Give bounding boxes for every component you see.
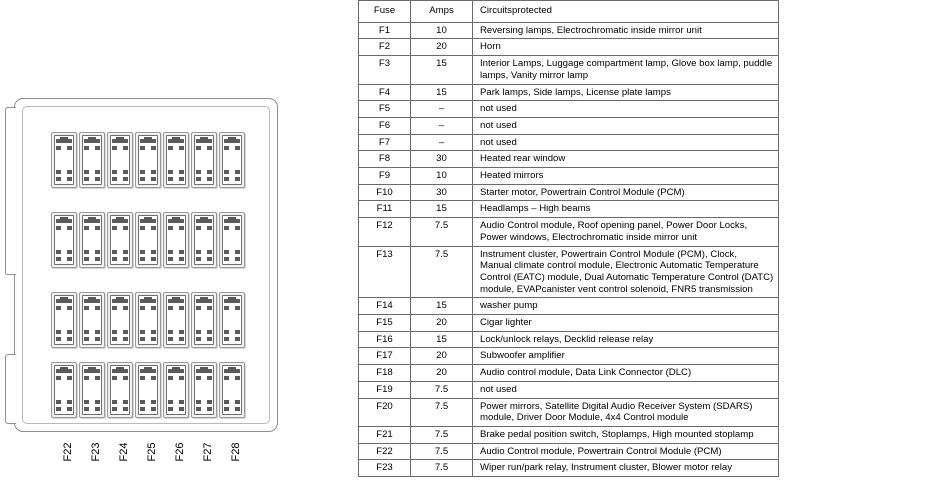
fuse-slot-label-wrap bbox=[113, 368, 135, 462]
cell-circuits bbox=[473, 398, 779, 426]
table-row bbox=[359, 184, 779, 201]
fuse-slot-f13[interactable] bbox=[191, 212, 217, 268]
fuse-slot-label-wrap bbox=[113, 218, 135, 270]
table-row bbox=[359, 315, 779, 332]
cell-circuits-line: Manual climate control module, Electronic Automatic Temperature bbox=[480, 260, 759, 272]
table-row bbox=[359, 443, 779, 460]
cell-fuse: F15 bbox=[359, 315, 411, 332]
fuse-slot-body bbox=[166, 365, 186, 462]
cell-circuits bbox=[473, 84, 779, 101]
fuse-slot-f5[interactable] bbox=[163, 132, 189, 188]
cell-fuse: F20 bbox=[359, 398, 411, 426]
cell-amps: 15 bbox=[411, 331, 473, 348]
cell-fuse: F17 bbox=[359, 348, 411, 365]
table-row bbox=[359, 460, 779, 477]
fuse-slot-body bbox=[82, 135, 102, 185]
fuse-row-4 bbox=[51, 362, 245, 462]
cell-fuse: F13 bbox=[359, 246, 411, 298]
fuse-slot-body bbox=[166, 215, 186, 265]
cell-amps: 20 bbox=[411, 365, 473, 382]
cell-amps: – bbox=[411, 134, 473, 151]
fuse-slot-label-wrap bbox=[57, 138, 79, 190]
table-row bbox=[359, 39, 779, 56]
fuse-slot-f27[interactable] bbox=[191, 362, 217, 462]
fuse-slot-body bbox=[138, 295, 158, 345]
fuse-slot-f22[interactable] bbox=[51, 362, 77, 462]
fuse-slot-label-wrap bbox=[141, 218, 163, 270]
fuse-slot-label: F26 bbox=[174, 442, 186, 462]
fuse-slot-label-wrap bbox=[113, 138, 135, 190]
fuse-slot-label-wrap bbox=[197, 368, 219, 462]
fuse-slot-label-wrap bbox=[85, 138, 107, 190]
cell-circuits-line: lamps, Vanity mirror lamp bbox=[480, 69, 589, 81]
fuse-slot-label-wrap bbox=[57, 218, 79, 270]
cell-amps: 30 bbox=[411, 151, 473, 168]
table-row bbox=[359, 381, 779, 398]
cell-circuits-line: Audio Control module, Powertrain Control Module (PCM) bbox=[480, 445, 722, 457]
fuse-slot-f19[interactable] bbox=[163, 292, 189, 348]
cell-circuits bbox=[473, 298, 779, 315]
table-body bbox=[359, 22, 779, 476]
fuse-slot-body bbox=[194, 135, 214, 185]
cell-amps: 7.5 bbox=[411, 460, 473, 477]
cell-fuse: F6 bbox=[359, 117, 411, 134]
fuse-slot-label-wrap bbox=[141, 138, 163, 190]
cell-circuits-line: Brake pedal position switch, Stoplamps, High mounted stoplamp bbox=[480, 428, 754, 440]
fuse-slot-f9[interactable] bbox=[79, 212, 105, 268]
cell-circuits bbox=[473, 168, 779, 185]
fuse-slot-f11[interactable] bbox=[135, 212, 161, 268]
cell-amps: 15 bbox=[411, 298, 473, 315]
cell-circuits-line: Heated rear window bbox=[480, 153, 566, 165]
cell-circuits bbox=[473, 381, 779, 398]
cell-circuits bbox=[473, 56, 779, 84]
fuse-slot-label: F25 bbox=[146, 442, 158, 462]
fuse-panel-left-tab-upper bbox=[5, 107, 16, 275]
cell-circuits-line: Audio control module, Data Link Connector (DLC) bbox=[480, 367, 692, 379]
fuse-slot-label-wrap bbox=[225, 298, 247, 350]
cell-circuits bbox=[473, 151, 779, 168]
cell-circuits-line: Cigar lighter bbox=[480, 317, 532, 329]
cell-circuits-line: Instrument cluster, Powertrain Control Module (PCM), Clock, bbox=[480, 248, 737, 260]
fuse-slot-f24[interactable] bbox=[107, 362, 133, 462]
cell-circuits-line: Starter motor, Powertrain Control Module (PCM) bbox=[480, 186, 685, 198]
cell-circuits-line: Reversing lamps, Electrochromatic inside mirror unit bbox=[480, 24, 702, 36]
table-row bbox=[359, 218, 779, 246]
cell-fuse: F8 bbox=[359, 151, 411, 168]
fuse-slot-f8[interactable] bbox=[51, 212, 77, 268]
cell-circuits bbox=[473, 39, 779, 56]
fuse-slot-f25[interactable] bbox=[135, 362, 161, 462]
table-row bbox=[359, 151, 779, 168]
column-header-fuse: Fuse bbox=[359, 1, 411, 23]
cell-fuse: F10 bbox=[359, 184, 411, 201]
fuse-slot-f17[interactable] bbox=[107, 292, 133, 348]
fuse-panel-outer-frame bbox=[14, 98, 278, 462]
fuse-slot-body bbox=[138, 365, 158, 462]
cell-fuse: F5 bbox=[359, 101, 411, 118]
cell-fuse: F12 bbox=[359, 218, 411, 246]
cell-amps: 7.5 bbox=[411, 246, 473, 298]
fuse-slot-f4[interactable] bbox=[135, 132, 161, 188]
cell-amps: 20 bbox=[411, 39, 473, 56]
table-row bbox=[359, 246, 779, 298]
cell-circuits-line: module, EVAPcanister vent control solenoid, FNR5 transmission bbox=[480, 283, 753, 295]
column-header-circuits: Circuitsprotected bbox=[473, 1, 779, 23]
cell-amps: 20 bbox=[411, 348, 473, 365]
cell-fuse: F22 bbox=[359, 443, 411, 460]
fuse-slot-label-wrap bbox=[197, 298, 219, 350]
fuse-slot-body bbox=[54, 295, 74, 345]
fuse-slot-body bbox=[54, 135, 74, 185]
cell-circuits bbox=[473, 201, 779, 218]
fuse-slot-body bbox=[222, 295, 242, 345]
fuse-slot-label-wrap bbox=[169, 298, 191, 350]
table-row bbox=[359, 84, 779, 101]
fuse-panel-inner-frame bbox=[22, 106, 270, 462]
table-row bbox=[359, 398, 779, 426]
fuse-slot-body bbox=[82, 365, 102, 462]
fuse-slot-label-wrap bbox=[141, 368, 163, 462]
cell-circuits-line: Power windows, Electrochromatic inside mirror unit bbox=[480, 231, 697, 243]
fuse-slot-label-wrap bbox=[225, 218, 247, 270]
cell-circuits-line: Power mirrors, Satellite Digital Audio Receiver System (SDARS) bbox=[480, 400, 753, 412]
cell-circuits-line: Heated mirrors bbox=[480, 170, 544, 182]
fuse-slot-f23[interactable] bbox=[79, 362, 105, 462]
fuse-row-1 bbox=[51, 132, 245, 188]
fuse-slot-body bbox=[166, 295, 186, 345]
fuse-slot-body bbox=[222, 215, 242, 265]
cell-amps: 30 bbox=[411, 184, 473, 201]
cell-circuits bbox=[473, 365, 779, 382]
cell-circuits-line: Audio Control module, Roof opening panel, Power Door Locks, bbox=[480, 220, 748, 232]
cell-circuits bbox=[473, 443, 779, 460]
cell-fuse: F2 bbox=[359, 39, 411, 56]
fuse-slot-label-wrap bbox=[225, 138, 247, 190]
cell-circuits-line: Wiper run/park relay, Instrument cluster, Blower motor relay bbox=[480, 462, 733, 474]
cell-amps: – bbox=[411, 117, 473, 134]
fuse-slot-body bbox=[138, 215, 158, 265]
cell-amps: 15 bbox=[411, 201, 473, 218]
cell-amps: 7.5 bbox=[411, 218, 473, 246]
fuse-slot-body bbox=[138, 135, 158, 185]
fuse-slot-label-wrap bbox=[169, 138, 191, 190]
cell-fuse: F3 bbox=[359, 56, 411, 84]
fuse-slot-body bbox=[110, 215, 130, 265]
fuse-slot-body bbox=[82, 215, 102, 265]
cell-circuits bbox=[473, 134, 779, 151]
cell-circuits-line: not used bbox=[480, 119, 517, 131]
cell-amps: 7.5 bbox=[411, 426, 473, 443]
cell-circuits bbox=[473, 246, 779, 298]
cell-fuse: F16 bbox=[359, 331, 411, 348]
fuse-slot-f12[interactable] bbox=[163, 212, 189, 268]
cell-amps: 7.5 bbox=[411, 398, 473, 426]
cell-circuits bbox=[473, 315, 779, 332]
fuse-slot-label: F24 bbox=[118, 442, 130, 462]
cell-fuse: F14 bbox=[359, 298, 411, 315]
cell-fuse: F11 bbox=[359, 201, 411, 218]
cell-circuits-line: Park lamps, Side lamps, License plate lamps bbox=[480, 86, 671, 98]
cell-amps: 7.5 bbox=[411, 443, 473, 460]
table-row bbox=[359, 426, 779, 443]
cell-circuits-line: Lock/unlock relays, Decklid release relay bbox=[480, 333, 654, 345]
cell-amps: 15 bbox=[411, 84, 473, 101]
fuse-slot-body bbox=[110, 135, 130, 185]
cell-fuse: F1 bbox=[359, 22, 411, 39]
fuse-slot-f28[interactable] bbox=[219, 362, 245, 462]
cell-circuits-line: washer pump bbox=[480, 300, 538, 312]
fuse-slot-label-wrap bbox=[113, 298, 135, 350]
fuse-panel-diagram bbox=[14, 98, 278, 462]
fuse-slot-f7[interactable] bbox=[219, 132, 245, 188]
cell-circuits-line: Headlamps – High beams bbox=[480, 203, 591, 215]
fuse-slot-body bbox=[222, 135, 242, 185]
fuse-slot-body bbox=[82, 295, 102, 345]
fuse-slot-f1[interactable] bbox=[51, 132, 77, 188]
fuse-slot-label-wrap bbox=[57, 368, 79, 462]
cell-amps: 20 bbox=[411, 315, 473, 332]
table-row bbox=[359, 134, 779, 151]
fuse-slot-f3[interactable] bbox=[107, 132, 133, 188]
cell-circuits bbox=[473, 331, 779, 348]
fuse-slot-label-wrap bbox=[85, 298, 107, 350]
cell-circuits bbox=[473, 117, 779, 134]
fuse-assignment-table bbox=[358, 0, 779, 477]
table-header-row bbox=[359, 1, 779, 23]
cell-fuse: F7 bbox=[359, 134, 411, 151]
fuse-slot-body bbox=[54, 365, 74, 462]
fuse-slot-f26[interactable] bbox=[163, 362, 189, 462]
fuse-slot-f6[interactable] bbox=[191, 132, 217, 188]
fuse-row-2 bbox=[51, 212, 245, 268]
cell-circuits bbox=[473, 460, 779, 477]
fuse-slot-label-wrap bbox=[225, 368, 247, 462]
cell-fuse: F9 bbox=[359, 168, 411, 185]
fuse-slot-body bbox=[166, 135, 186, 185]
table-row bbox=[359, 117, 779, 134]
cell-circuits-line: not used bbox=[480, 136, 517, 148]
cell-circuits-line: Horn bbox=[480, 41, 501, 53]
cell-fuse: F4 bbox=[359, 84, 411, 101]
fuse-row-3 bbox=[51, 292, 245, 348]
fuse-slot-f18[interactable] bbox=[135, 292, 161, 348]
column-header-amps: Amps bbox=[411, 1, 473, 23]
fuse-slot-label: F22 bbox=[62, 442, 74, 462]
cell-circuits-line: not used bbox=[480, 103, 517, 115]
fuse-slot-body bbox=[222, 365, 242, 462]
cell-amps: 15 bbox=[411, 56, 473, 84]
table-row bbox=[359, 22, 779, 39]
cell-circuits-line: not used bbox=[480, 383, 517, 395]
fuse-slot-body bbox=[54, 215, 74, 265]
cell-amps: – bbox=[411, 101, 473, 118]
cell-circuits-line: Subwoofer amplifier bbox=[480, 350, 565, 362]
fuse-slot-label: F28 bbox=[230, 442, 242, 462]
fuse-slot-body bbox=[110, 295, 130, 345]
fuse-slot-f21[interactable] bbox=[219, 292, 245, 348]
fuse-slot-body bbox=[194, 365, 214, 462]
fuse-slot-f20[interactable] bbox=[191, 292, 217, 348]
cell-amps: 10 bbox=[411, 22, 473, 39]
cell-circuits bbox=[473, 426, 779, 443]
table-row bbox=[359, 56, 779, 84]
cell-fuse: F19 bbox=[359, 381, 411, 398]
table-row bbox=[359, 331, 779, 348]
fuse-slot-label: F27 bbox=[202, 442, 214, 462]
fuse-slot-body bbox=[110, 365, 130, 462]
fuse-slot-f16[interactable] bbox=[79, 292, 105, 348]
cell-circuits-line: Control (EATC) module, Dual Automatic Temperature Control (DATC) bbox=[480, 271, 774, 283]
cell-fuse: F18 bbox=[359, 365, 411, 382]
table-row bbox=[359, 201, 779, 218]
cell-fuse: F21 bbox=[359, 426, 411, 443]
cell-circuits bbox=[473, 184, 779, 201]
cell-circuits bbox=[473, 348, 779, 365]
fuse-slot-label-wrap bbox=[57, 298, 79, 350]
cell-circuits bbox=[473, 218, 779, 246]
fuse-slot-f15[interactable] bbox=[51, 292, 77, 348]
fuse-slot-body bbox=[194, 295, 214, 345]
cell-amps: 7.5 bbox=[411, 381, 473, 398]
fuse-slot-label-wrap bbox=[197, 138, 219, 190]
cell-circuits-line: module, Driver Door Module, 4x4 Control module bbox=[480, 412, 689, 424]
cell-circuits bbox=[473, 101, 779, 118]
fuse-slot-body bbox=[194, 215, 214, 265]
fuse-slot-label-wrap bbox=[169, 218, 191, 270]
fuse-slot-label-wrap bbox=[141, 298, 163, 350]
table-row bbox=[359, 298, 779, 315]
table-row bbox=[359, 348, 779, 365]
cell-amps: 10 bbox=[411, 168, 473, 185]
fuse-slot-label: F23 bbox=[90, 442, 102, 462]
fuse-slot-label-wrap bbox=[85, 368, 107, 462]
fuse-slot-label-wrap bbox=[197, 218, 219, 270]
cell-circuits-line: Interior Lamps, Luggage compartment lamp, Glove box lamp, puddle bbox=[480, 58, 773, 70]
fuse-slot-f2[interactable] bbox=[79, 132, 105, 188]
fuse-slot-label-wrap bbox=[85, 218, 107, 270]
table-row bbox=[359, 168, 779, 185]
fuse-panel-left-tab-lower bbox=[5, 354, 16, 424]
cell-circuits bbox=[473, 22, 779, 39]
fuse-slot-f14[interactable] bbox=[219, 212, 245, 268]
table-row bbox=[359, 101, 779, 118]
table-row bbox=[359, 365, 779, 382]
fuse-slot-f10[interactable] bbox=[107, 212, 133, 268]
fuse-slot-label-wrap bbox=[169, 368, 191, 462]
cell-fuse: F23 bbox=[359, 460, 411, 477]
